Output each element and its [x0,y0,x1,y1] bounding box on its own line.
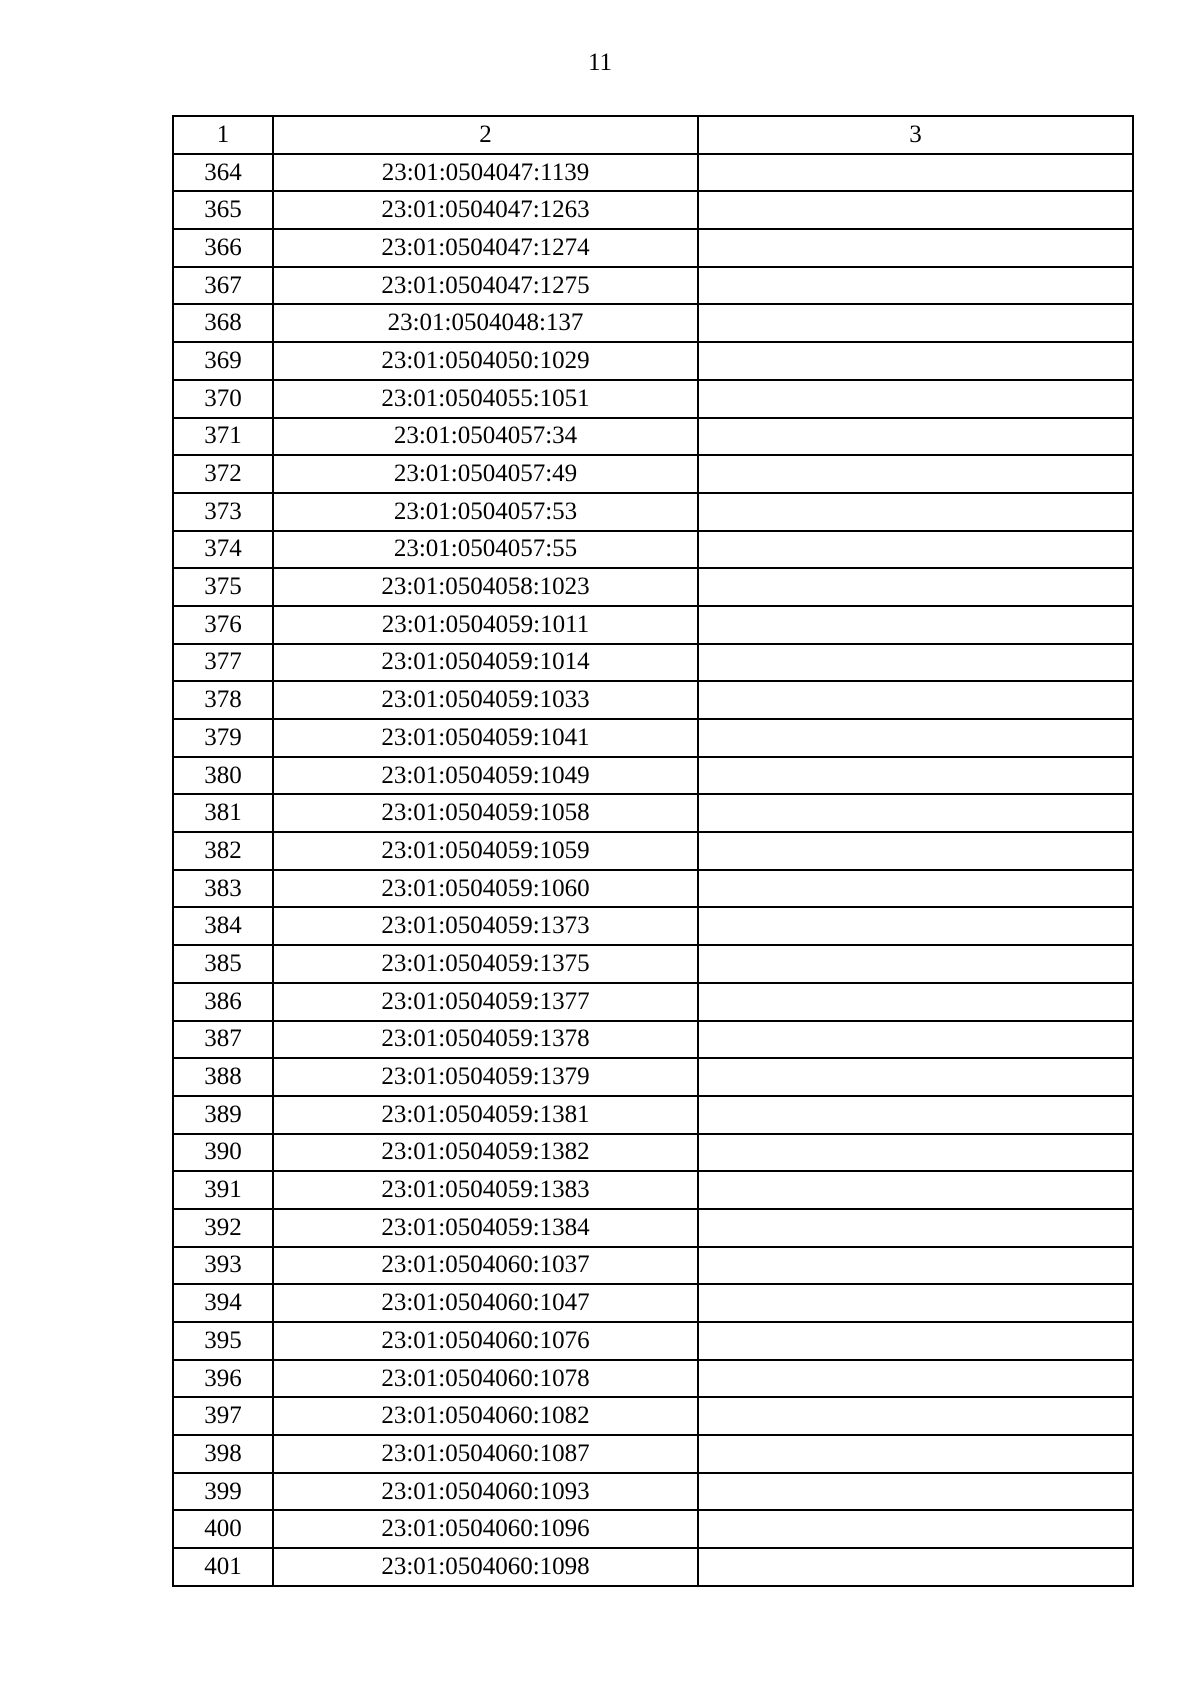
table-row [173,1548,1133,1586]
cadastral-number-cell: 23:01:0504059:1381 [273,1096,698,1134]
cadastral-number-cell: 23:01:0504059:1041 [273,719,698,757]
row-number-cell: 399 [173,1473,273,1511]
cadastral-number-cell: 23:01:0504060:1093 [273,1473,698,1511]
cadastral-number-cell: 23:01:0504057:34 [273,418,698,456]
cadastral-number-cell: 23:01:0504047:1275 [273,267,698,305]
table-row [173,907,1133,945]
table-row [173,1284,1133,1322]
table-row [173,418,1133,456]
cadastral-number-cell: 23:01:0504059:1011 [273,606,698,644]
note-cell [698,1021,1133,1059]
cadastral-number-cell: 23:01:0504058:1023 [273,568,698,606]
table-row [173,832,1133,870]
note-cell [698,681,1133,719]
row-number-cell: 394 [173,1284,273,1322]
header-row [173,116,1133,154]
cadastral-number-cell: 23:01:0504047:1139 [273,154,698,192]
cadastral-number-cell: 23:01:0504059:1014 [273,644,698,682]
cadastral-number-cell: 23:01:0504048:137 [273,304,698,342]
note-cell [698,1548,1133,1586]
row-number-cell: 382 [173,832,273,870]
page-number: 11 [587,49,613,76]
row-number-cell: 364 [173,154,273,192]
note-cell [698,1171,1133,1209]
table-row [173,870,1133,908]
note-cell [698,1360,1133,1398]
note-cell [698,1284,1133,1322]
row-number-cell: 383 [173,870,273,908]
row-number-cell: 381 [173,794,273,832]
table-row [173,1510,1133,1548]
header-col-2: 2 [273,116,698,154]
table-row [173,945,1133,983]
table-row [173,267,1133,305]
note-cell [698,1247,1133,1285]
note-cell [698,1322,1133,1360]
table-row [173,1209,1133,1247]
cadastral-number-cell: 23:01:0504047:1263 [273,191,698,229]
cadastral-number-cell: 23:01:0504060:1076 [273,1322,698,1360]
row-number-cell: 386 [173,983,273,1021]
cadastral-number-cell: 23:01:0504059:1382 [273,1134,698,1172]
cadastral-number-cell: 23:01:0504060:1047 [273,1284,698,1322]
note-cell [698,870,1133,908]
row-number-cell: 393 [173,1247,273,1285]
cadastral-number-cell: 23:01:0504059:1049 [273,757,698,795]
cadastral-number-cell: 23:01:0504059:1059 [273,832,698,870]
row-number-cell: 401 [173,1548,273,1586]
row-number-cell: 379 [173,719,273,757]
row-number-cell: 392 [173,1209,273,1247]
note-cell [698,267,1133,305]
note-cell [698,832,1133,870]
note-cell [698,1510,1133,1548]
note-cell [698,1058,1133,1096]
row-number-cell: 385 [173,945,273,983]
note-cell [698,1134,1133,1172]
cadastral-number-cell: 23:01:0504059:1060 [273,870,698,908]
row-number-cell: 377 [173,644,273,682]
row-number-cell: 365 [173,191,273,229]
table-row [173,229,1133,267]
table-row [173,1435,1133,1473]
note-cell [698,644,1133,682]
note-cell [698,606,1133,644]
note-cell [698,983,1133,1021]
note-cell [698,568,1133,606]
table-row [173,154,1133,192]
cadastral-number-cell: 23:01:0504055:1051 [273,380,698,418]
note-cell [698,1435,1133,1473]
note-cell [698,418,1133,456]
table-row [173,1322,1133,1360]
cadastral-number-cell: 23:01:0504059:1373 [273,907,698,945]
cadastral-number-cell: 23:01:0504057:53 [273,493,698,531]
note-cell [698,493,1133,531]
table-row [173,1473,1133,1511]
table-row [173,1096,1133,1134]
table-row [173,304,1133,342]
table-row [173,493,1133,531]
cadastral-number-cell: 23:01:0504059:1033 [273,681,698,719]
table-row [173,1247,1133,1285]
cadastral-number-cell: 23:01:0504060:1087 [273,1435,698,1473]
row-number-cell: 384 [173,907,273,945]
cadastral-number-cell: 23:01:0504060:1098 [273,1548,698,1586]
header-col-3: 3 [698,116,1133,154]
table-row [173,1058,1133,1096]
note-cell [698,229,1133,267]
row-number-cell: 380 [173,757,273,795]
cadastral-number-cell: 23:01:0504060:1082 [273,1397,698,1435]
row-number-cell: 375 [173,568,273,606]
cadastral-number-cell: 23:01:0504060:1096 [273,1510,698,1548]
table-row [173,568,1133,606]
cadastral-number-cell: 23:01:0504059:1058 [273,794,698,832]
row-number-cell: 398 [173,1435,273,1473]
row-number-cell: 400 [173,1510,273,1548]
row-number-cell: 367 [173,267,273,305]
row-number-cell: 372 [173,455,273,493]
row-number-cell: 396 [173,1360,273,1398]
note-cell [698,907,1133,945]
table-row [173,380,1133,418]
note-cell [698,1209,1133,1247]
note-cell [698,455,1133,493]
note-cell [698,794,1133,832]
row-number-cell: 388 [173,1058,273,1096]
row-number-cell: 397 [173,1397,273,1435]
cadastral-number-cell: 23:01:0504060:1078 [273,1360,698,1398]
table-row [173,1134,1133,1172]
note-cell [698,380,1133,418]
note-cell [698,531,1133,569]
cadastral-number-cell: 23:01:0504047:1274 [273,229,698,267]
note-cell [698,342,1133,380]
table-body [173,154,1133,1586]
table-row [173,191,1133,229]
table-row [173,681,1133,719]
cadastral-number-cell: 23:01:0504057:49 [273,455,698,493]
table-header [173,116,1133,154]
cadastral-number-cell: 23:01:0504059:1375 [273,945,698,983]
row-number-cell: 366 [173,229,273,267]
table-row [173,1360,1133,1398]
row-number-cell: 370 [173,380,273,418]
note-cell [698,1096,1133,1134]
note-cell [698,154,1133,192]
table-row [173,794,1133,832]
header-col-1: 1 [173,116,273,154]
table-row [173,342,1133,380]
row-number-cell: 391 [173,1171,273,1209]
note-cell [698,1473,1133,1511]
cadastral-number-cell: 23:01:0504059:1383 [273,1171,698,1209]
row-number-cell: 368 [173,304,273,342]
table-row [173,719,1133,757]
table-row [173,1397,1133,1435]
table-row [173,983,1133,1021]
cadastral-table [172,115,1134,1587]
table-row [173,644,1133,682]
row-number-cell: 371 [173,418,273,456]
cadastral-number-cell: 23:01:0504050:1029 [273,342,698,380]
row-number-cell: 369 [173,342,273,380]
row-number-cell: 378 [173,681,273,719]
row-number-cell: 390 [173,1134,273,1172]
table-row [173,1021,1133,1059]
table-row [173,757,1133,795]
row-number-cell: 373 [173,493,273,531]
note-cell [698,757,1133,795]
row-number-cell: 389 [173,1096,273,1134]
cadastral-number-cell: 23:01:0504059:1378 [273,1021,698,1059]
cadastral-number-cell: 23:01:0504059:1377 [273,983,698,1021]
cadastral-number-cell: 23:01:0504057:55 [273,531,698,569]
cadastral-number-cell: 23:01:0504059:1384 [273,1209,698,1247]
note-cell [698,1397,1133,1435]
table-row [173,531,1133,569]
cadastral-number-cell: 23:01:0504059:1379 [273,1058,698,1096]
table-row [173,606,1133,644]
note-cell [698,304,1133,342]
row-number-cell: 376 [173,606,273,644]
note-cell [698,191,1133,229]
table-row [173,455,1133,493]
note-cell [698,945,1133,983]
cadastral-number-cell: 23:01:0504060:1037 [273,1247,698,1285]
row-number-cell: 395 [173,1322,273,1360]
row-number-cell: 387 [173,1021,273,1059]
table-row [173,1171,1133,1209]
row-number-cell: 374 [173,531,273,569]
note-cell [698,719,1133,757]
